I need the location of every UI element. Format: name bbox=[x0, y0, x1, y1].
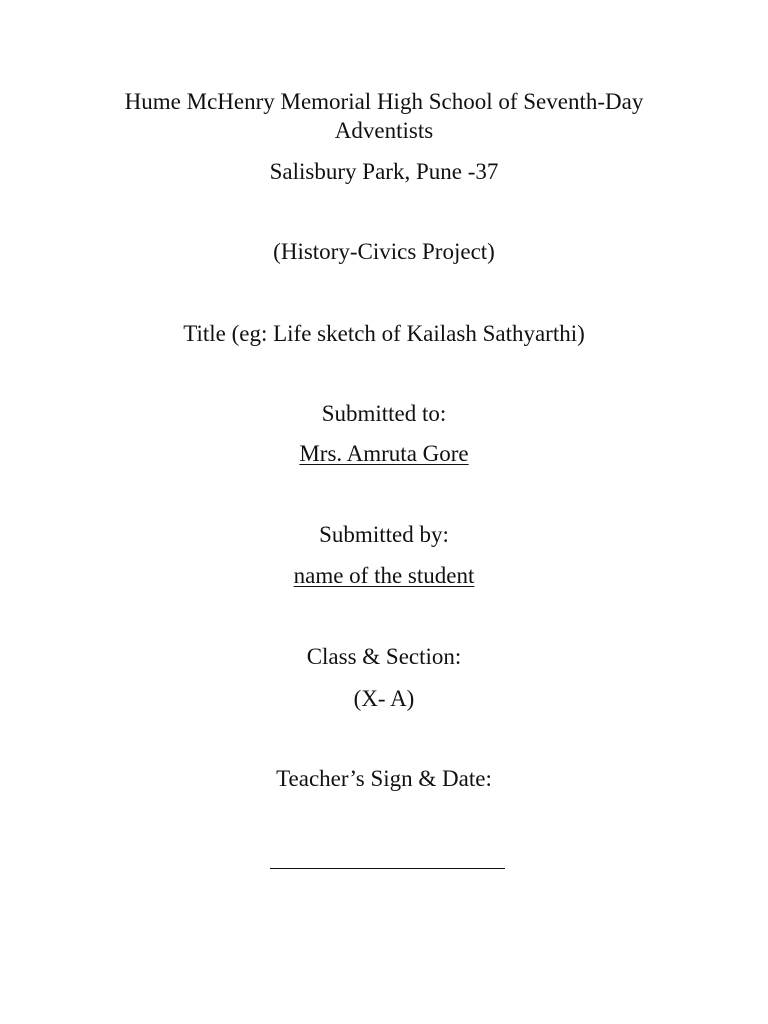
submitted-to-row bbox=[0, 440, 768, 468]
submitted-by-row bbox=[0, 562, 768, 590]
submitted-to-name: Mrs. Amruta Gore bbox=[299, 441, 469, 466]
class-section-value: (X- A) bbox=[353, 686, 415, 711]
school-name-line1: Hume McHenry Memorial High School of Seventh-Day bbox=[124, 89, 644, 114]
project-title: Title (eg: Life sketch of Kailash Sathyarthi) bbox=[183, 321, 585, 346]
submitted-by-label: Submitted by: bbox=[319, 522, 449, 547]
school-address: Salisbury Park, Pune -37 bbox=[269, 159, 499, 184]
teacher-sign-label: Teacher’s Sign & Date: bbox=[276, 766, 492, 791]
submitted-by-name: name of the student bbox=[293, 563, 475, 588]
submitted-to-label: Submitted to: bbox=[321, 401, 447, 426]
school-name-line2: Adventists bbox=[334, 118, 434, 143]
project-type: (History-Civics Project) bbox=[273, 239, 495, 264]
signature-line bbox=[270, 868, 505, 869]
class-section-label: Class & Section: bbox=[306, 644, 462, 669]
